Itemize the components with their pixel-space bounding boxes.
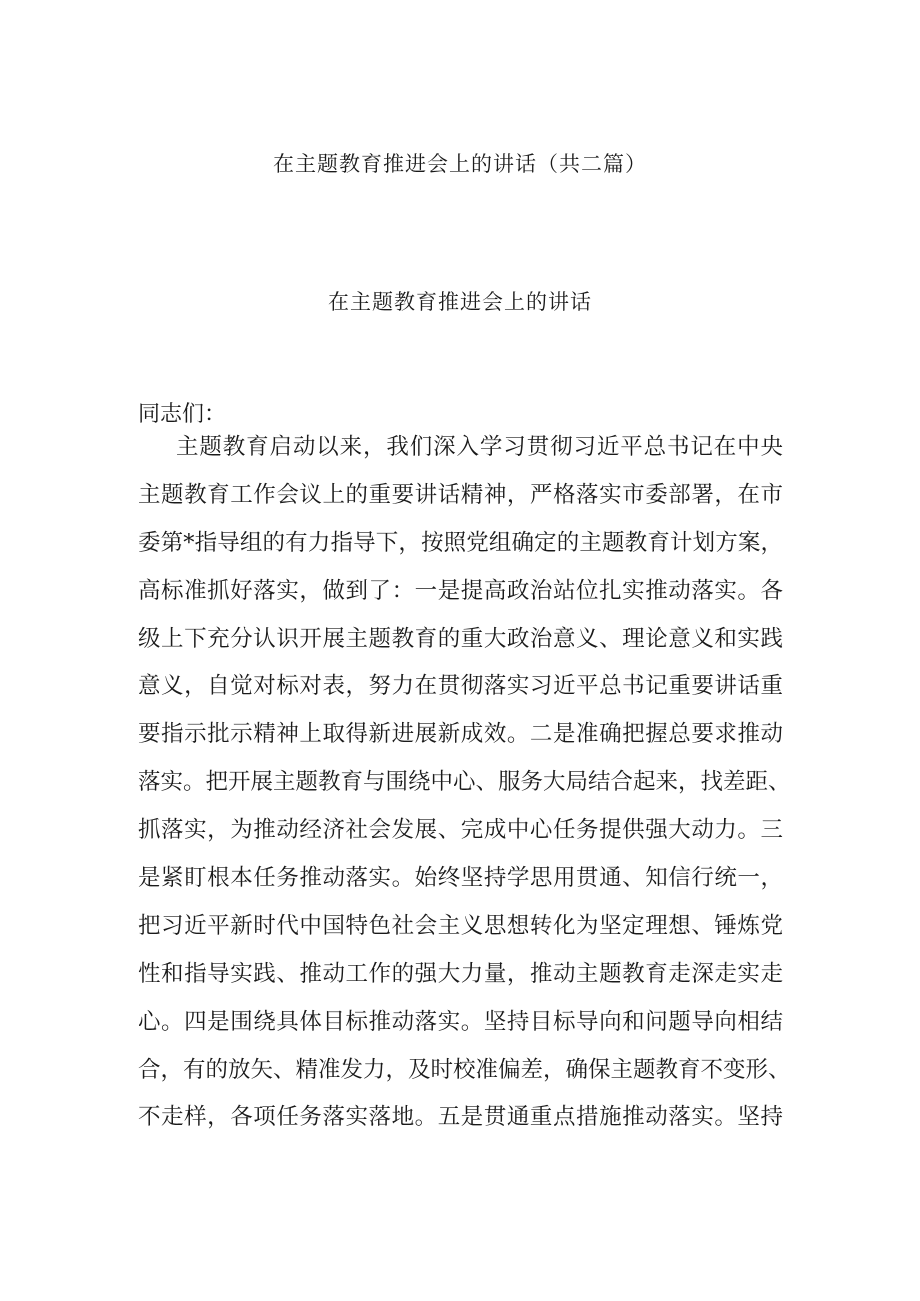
body-line: 主题教育启动以来，我们深入学习贯彻习近平总书记在中央: [176, 434, 783, 460]
body-line: 合，有的放矢、精准发力，及时校准偏差，确保主题教育不变形、: [138, 1056, 791, 1083]
body-line: 抓落实，为推动经济社会发展、完成中心任务提供强大动力。三: [138, 817, 783, 844]
body-line: 委第*指导组的有力指导下，按照党组确定的主题教育计划方案，: [138, 529, 783, 556]
body-line: 心。四是围绕具体目标推动落实。坚持目标导向和问题导向相结: [138, 1008, 783, 1035]
body-line: 不走样，各项任务落实落地。五是贯通重点措施推动落实。坚持: [138, 1104, 783, 1131]
body-line: 高标准抓好落实，做到了：一是提高政治站位扎实推动落实。各: [138, 577, 783, 604]
body-line: 主题教育工作会议上的重要讲话精神，严格落实市委部署，在市: [138, 481, 783, 508]
salutation: 同志们：: [138, 402, 227, 427]
body-paragraph: [138, 424, 791, 1142]
speech-title: 在主题教育推进会上的讲话: [328, 290, 592, 314]
body-line: 要指示批示精神上取得新进展新成效。二是准确把握总要求推动: [138, 721, 783, 748]
body-line: 意义，自觉对标对表，努力在贯彻落实习近平总书记重要讲话重: [138, 673, 783, 700]
body-line: 落实。把开展主题教育与围绕中心、服务大局结合起来，找差距、: [138, 769, 791, 796]
body-line: 级上下充分认识开展主题教育的重大政治意义、理论意义和实践: [138, 625, 783, 652]
document-title: 在主题教育推进会上的讲话（共二篇）: [273, 152, 647, 176]
body-line: 把习近平新时代中国特色社会主义思想转化为坚定理想、锤炼党: [138, 912, 783, 939]
body-line: 性和指导实践、推动工作的强大力量，推动主题教育走深走实走: [138, 960, 783, 987]
body-line: 是紧盯根本任务推动落实。始终坚持学思用贯通、知信行统一，: [138, 865, 783, 892]
